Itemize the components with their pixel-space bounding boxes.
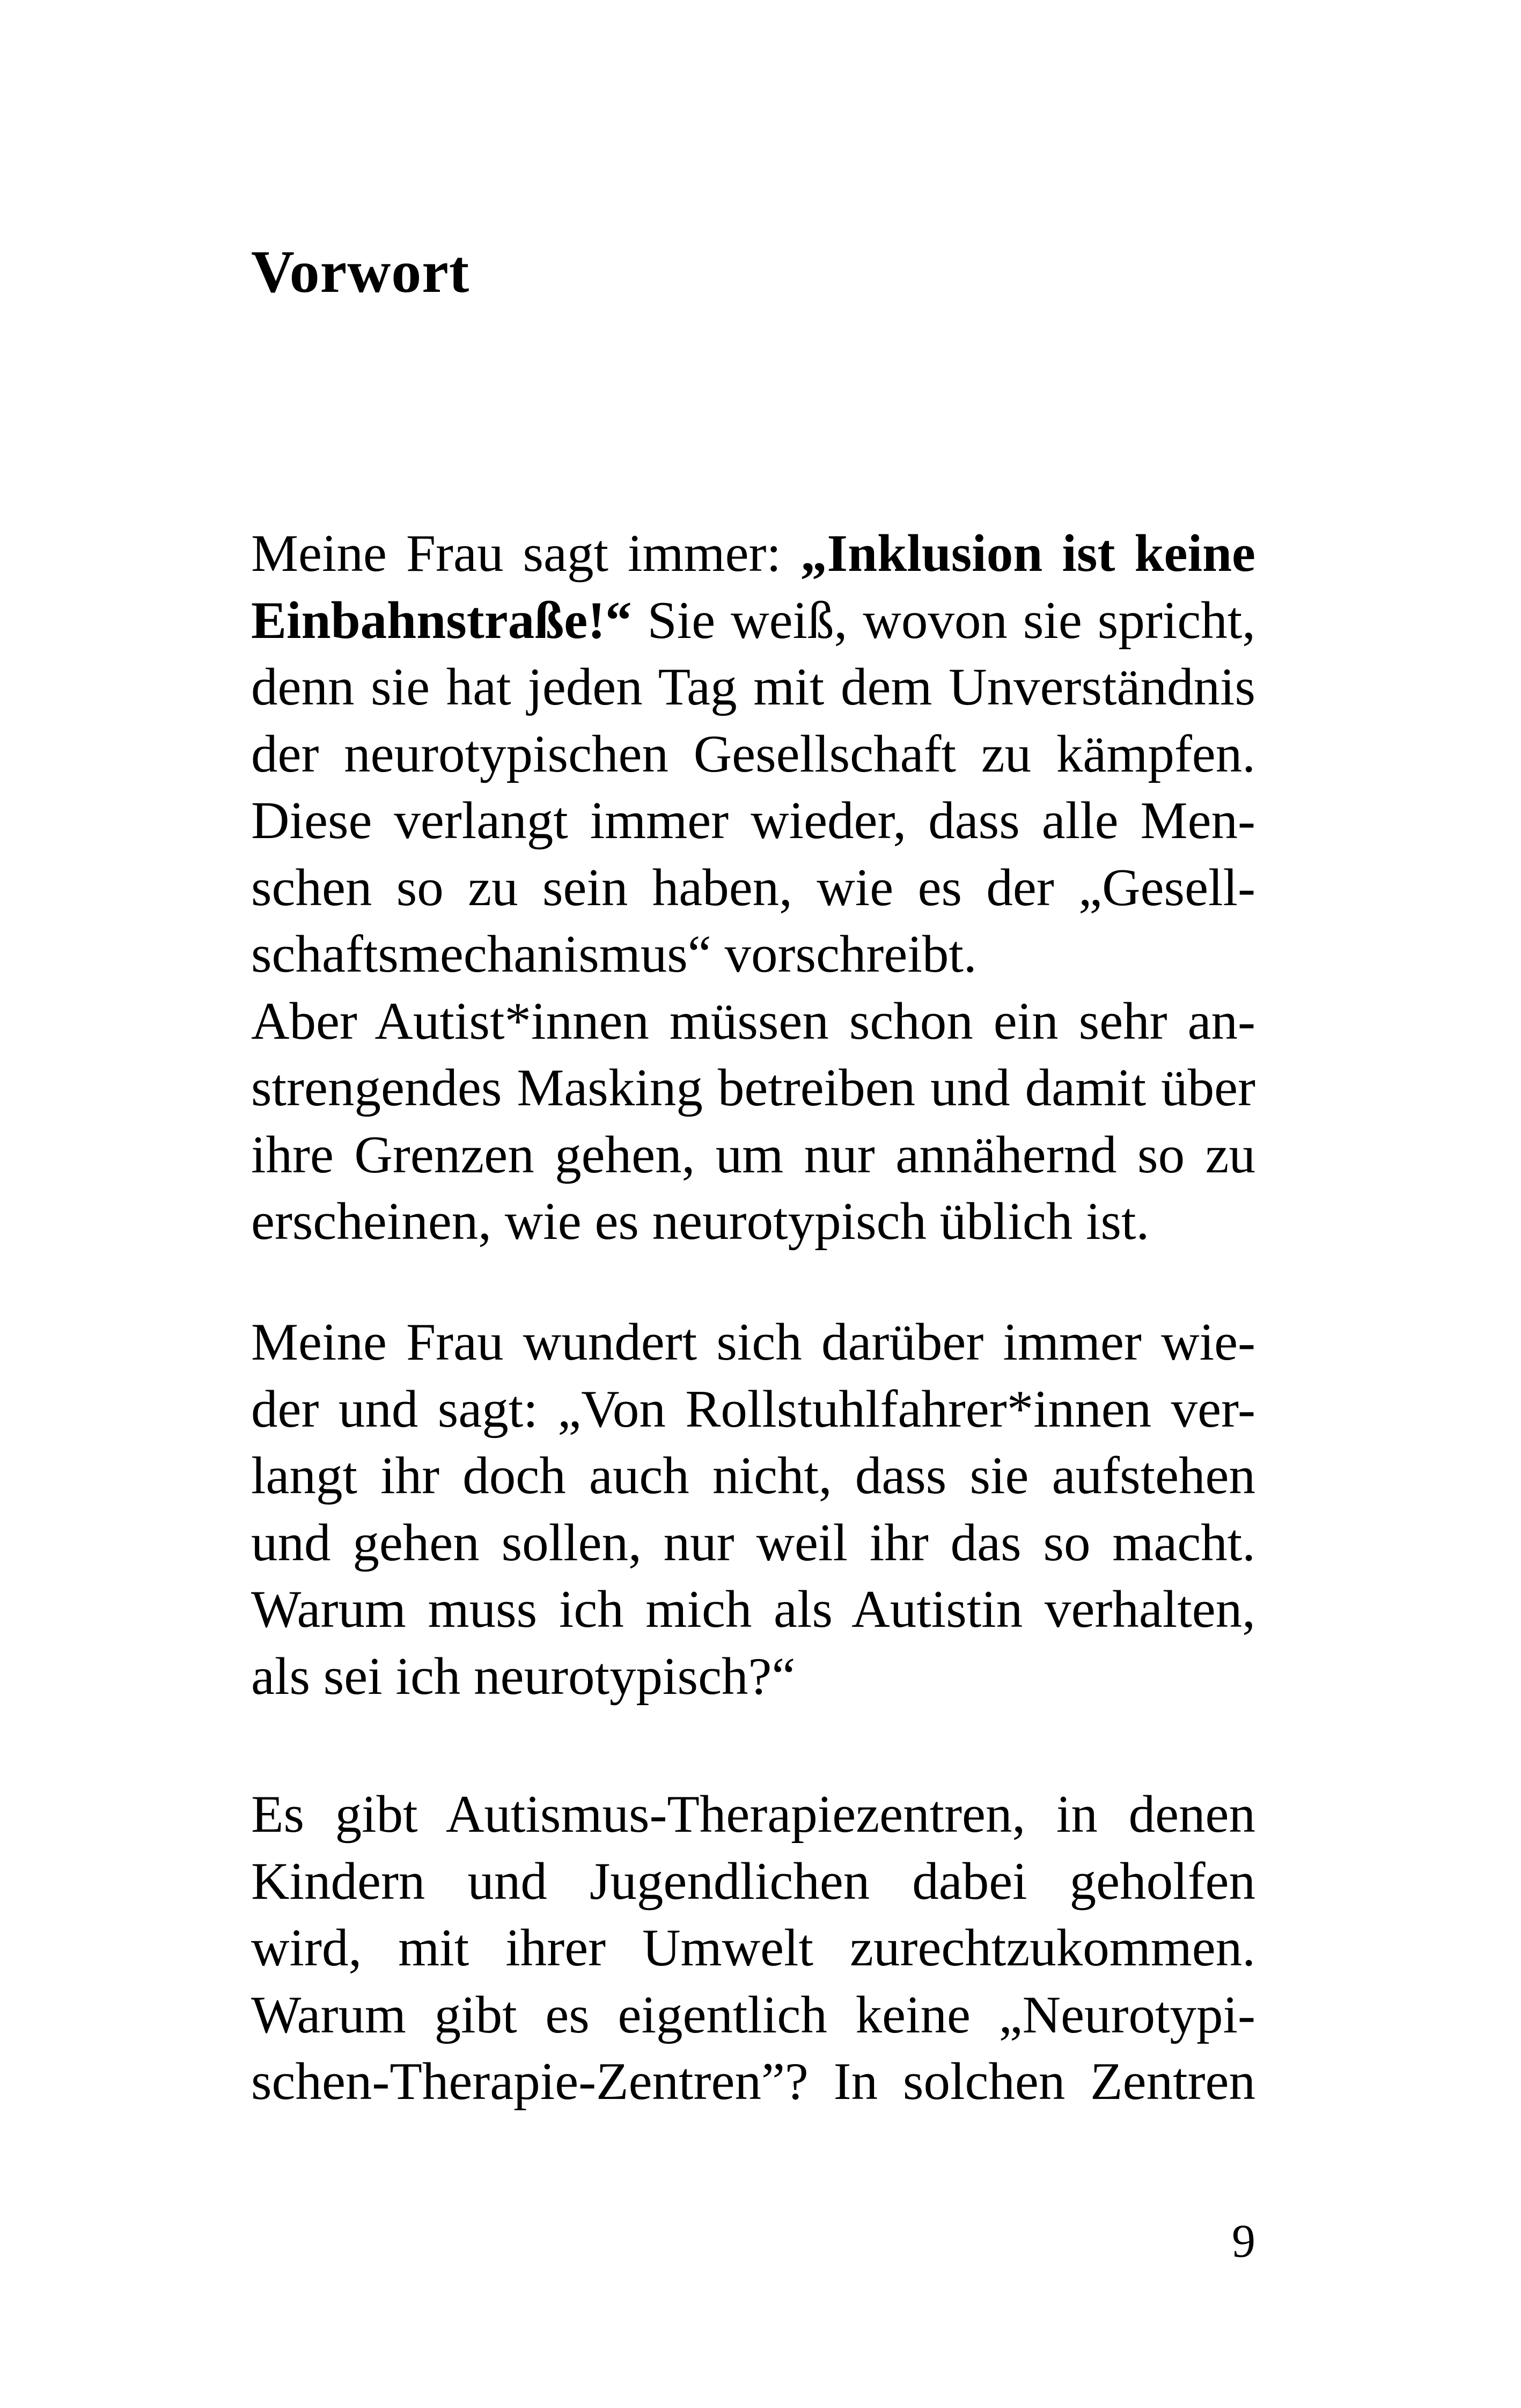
text-line: Diese verlangt immer wieder, dass alle Men- xyxy=(251,791,1255,850)
paragraph xyxy=(251,1309,1255,1710)
text-line: der neurotypischen Gesellschaft zu kämpfen. xyxy=(251,724,1255,783)
text-line xyxy=(251,520,1255,588)
text-line: langt ihr doch auch nicht, dass sie aufstehen xyxy=(251,1447,1255,1505)
bold-quote: Einbahnstraße!“ xyxy=(251,591,632,650)
text-line: erscheinen, wie es neurotypisch üblich ist. xyxy=(251,1192,1150,1251)
text-line: schaftsmechanismus“ vorschreibt. xyxy=(251,925,977,983)
text-line: Warum muss ich mich als Autistin verhalten, xyxy=(251,1580,1255,1639)
text-line: denn sie hat jeden Tag mit dem Unverständnis xyxy=(251,658,1255,716)
text-line: Kindern und Jugendlichen dabei geholfen xyxy=(251,1852,1255,1911)
text-line: ihre Grenzen gehen, um nur annähernd so zu xyxy=(251,1125,1255,1184)
text-line: Aber Autist*innen müssen schon ein sehr an- xyxy=(251,992,1255,1051)
paragraph xyxy=(251,520,1255,1256)
text-run: Sie weiß, wovon sie spricht, xyxy=(631,591,1255,650)
text-line: schen so zu sein haben, wie es der „Gesell- xyxy=(251,858,1255,917)
text-line: strengendes Masking betreiben und damit über xyxy=(251,1059,1255,1117)
text-line: der und sagt: „Von Rollstuhlfahrer*innen ver- xyxy=(251,1379,1255,1438)
text-line: schen-Therapie-Zentren”? In solchen Zentren xyxy=(251,2052,1255,2111)
text-line: Es gibt Autismus-Therapiezentren, in denen xyxy=(251,1785,1255,1844)
text-run: Meine Frau sagt immer: xyxy=(251,524,801,583)
text-line: Meine Frau wundert sich darüber immer wie- xyxy=(251,1313,1255,1371)
text-line: Warum gibt es eigentlich keine „Neurotypi- xyxy=(251,1985,1255,2044)
text-line: und gehen sollen, nur weil ihr das so macht. xyxy=(251,1513,1255,1572)
bold-quote: „Inklusion ist keine xyxy=(800,524,1255,583)
paragraph xyxy=(251,1781,1255,2116)
text-line: als sei ich neurotypisch?“ xyxy=(251,1647,796,1706)
text-line: wird, mit ihrer Umwelt zurechtzukommen. xyxy=(251,1919,1255,1977)
text-line xyxy=(251,588,1255,655)
page-number: 9 xyxy=(1232,2215,1255,2267)
page-title: Vorwort xyxy=(251,239,470,305)
